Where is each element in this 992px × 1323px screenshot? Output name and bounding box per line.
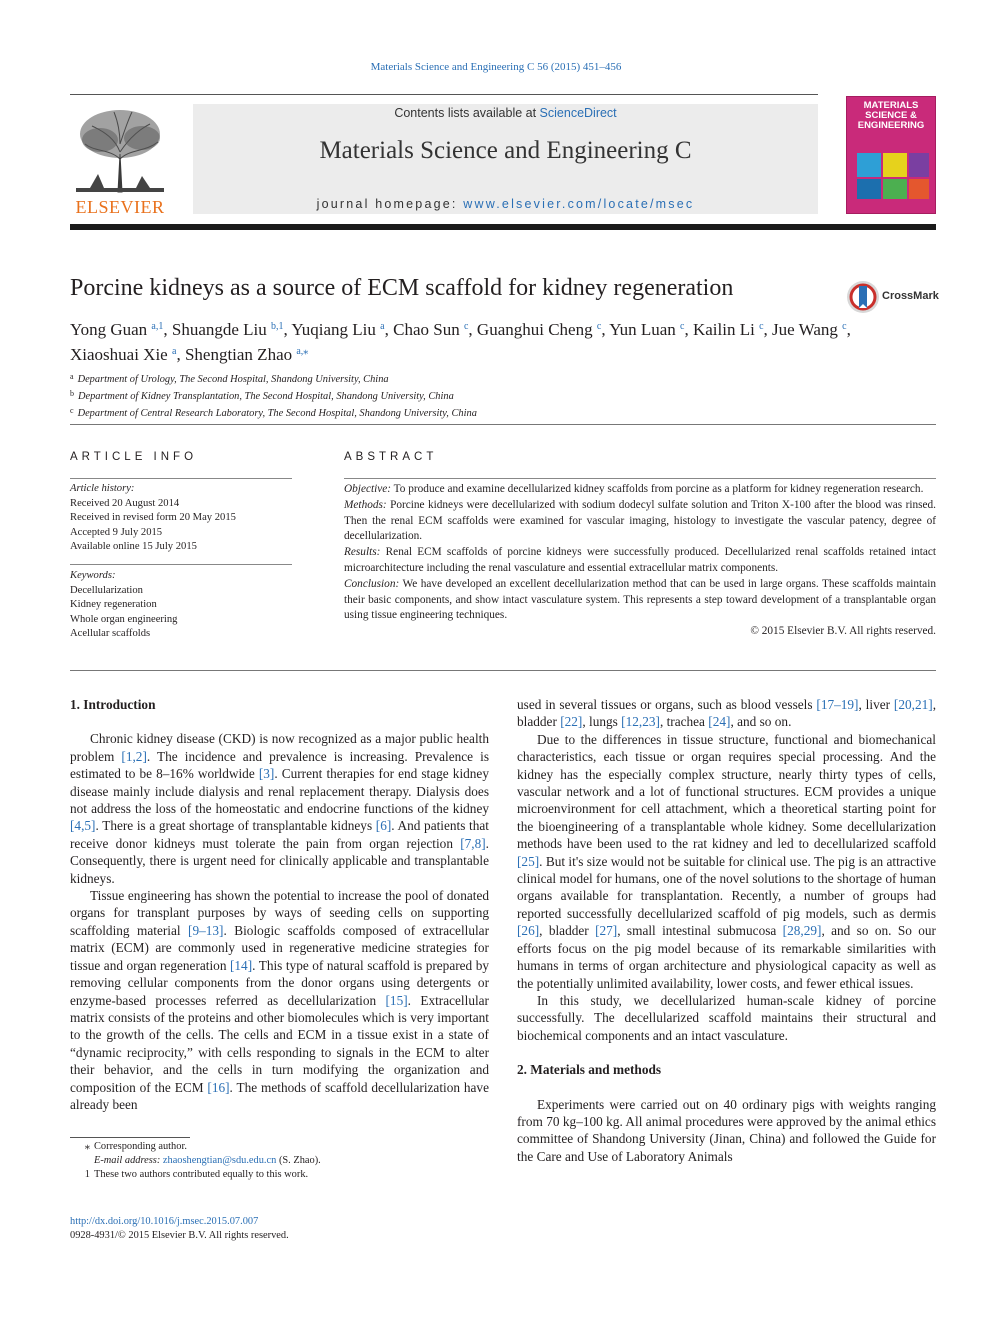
citation-link[interactable]: [9–13] [188,922,224,938]
abstract-rule [344,478,936,479]
author[interactable]: Chao Sun $^c$ [393,320,469,339]
author[interactable]: Guanghui Cheng $^c$ [476,320,602,339]
publisher-name: ELSEVIER [75,197,165,217]
cover-image-tile [909,179,929,199]
right-column [517,696,936,1165]
history-item: Accepted 9 July 2015 [70,526,163,538]
cover-title-line-3: ENGINEERING [857,120,925,131]
right-paragraph-3: In this study, we decellularized human-scale kidney of porcine successfully. The decellularized scaffold maintains their structural and biochemical components and an intact vasculature. [517,992,936,1043]
author[interactable]: Shengtian Zhao $^{a,⁎}$ [184,345,309,364]
footnote-equal-contribution: 1 These two authors contributed equally to this work. [84,1169,309,1180]
issn-copyright: 0928-4931/© 2015 Elsevier B.V. All rights reserved. [70,1230,289,1241]
crossmark-label: CrossMark [882,290,939,302]
citation-link[interactable]: [20,21] [893,697,933,712]
cover-image-tile [883,179,907,199]
footnotes [70,1140,490,1182]
citation-link[interactable]: [4,5] [70,818,96,834]
abstract-methods: Methods: Porcine kidneys were decellularized with sodium dodecyl sulfate solution and Triton X-100 after the blood was rinsed. Then the renal ECM scaffolds were examined for vascular imaging, histology to investigate the vascular patency, degree of decellularization. [344,498,936,543]
doi-block [70,1215,289,1243]
abstract-objective: Objective: To produce and examine decellularized kidney scaffolds from porcine as a platform for kidney regeneration research. [344,483,924,495]
elsevier-tree-icon [70,104,170,196]
header-thick-rule [70,224,936,230]
history-item: Received 20 August 2014 [70,497,180,509]
cover-image-tile [883,153,907,177]
right-paragraph-2: Due to the differences in tissue structure, functional and biomechanical characteristics, each tissue or organ requires special processing. And the kidney has the especially complex structure, nearly thirty types of cells, vascular network and a lot of functional structures. ECM provides a unique microenvironment for cell attachment, which a theoretical starting point for the bioengineering of a transplantable whole kidney. Some decellularization methods have been used to the rat kidney and led to decellularized scaffold [25]. But it's size would not be suitable for clinical use. The pig is an attractive clinical model for humans, one of the novel solutions to the shortage of human organs available for transplantation. Recently, a number of groups had reported successfully decellularized scaffold of pig models, such as dermis [26], bladder [27], small intestinal submucosa [28,29], and so on. So our efforts focus on the pig model because of its remarkable similarities with humans in terms of organ architecture and physiological capacity as well as the potentially unlimited availability, lower costs, and fewer ethical issues. [517,731,936,991]
history-item: Available online 15 July 2015 [70,541,197,552]
abstract-results: Results: Renal ECM scaffolds of porcine kidneys were successfully produced. Decellularized renal scaffolds retained intact microarchitecture including the renal vasculature and essential extracellular matrix components. [344,546,936,574]
article-info-heading: ARTICLE INFO [70,451,198,463]
left-column [70,696,489,1113]
author[interactable]: Jue Wang $^c$ [772,320,847,339]
crossmark-icon [846,280,880,314]
intro-paragraph-2: Tissue engineering has shown the potential to increase the pool of donated organs for transplant purposes by ways of seeding cells on supporting scaffolding material [9–13]. Biologic scaffolds composed of extracellular matrix (ECM) are commonly used in regenerative medicine strategies for tissue and organ regeneration [14]. This type of natural scaffold is prepared by removing cellular components from the donor organs using detergents or enzyme-based processes referred as decellularization [15]. Extracellular matrix consists of the proteins and other biomolecules which is very important to the growth of the cells. The cells and ECM in a tissue exist in a state of “dynamic reciprocity,” with cells responding to signals in the ECM to alter their behavior, and the cells in turn modifying the organization and composition of the ECM [16]. The methods of scaffold decellularization have already been [70,888,489,1112]
affiliation: $^c$ Department of Central Research Laboratory, The Second Hospital, Shandong University, China [70,406,477,419]
citation-link[interactable]: [1,2] [121,748,147,764]
cover-image-tile [857,179,881,199]
crossmark-badge[interactable] [846,280,942,314]
citation-link[interactable]: [26] [517,923,540,939]
running-citation[interactable]: Materials Science and Engineering C 56 (2015) 451–456 [370,61,622,73]
author[interactable]: Shuangde Liu $^{b,1}$ [171,320,284,339]
citation-link[interactable]: [6] [375,818,392,834]
abstract-conclusion: Conclusion: We have developed an excellent decellularization method that can be used in large organs. These scaffolds maintain their basic components, and show intact vasculature system. This represents a step toward development of a transplantable organ using tissue engineering techniques. [344,577,936,622]
cover-title [847,101,935,131]
history-item: Received in revised form 20 May 2015 [70,512,236,523]
author[interactable]: Yun Luan $^c$ [609,320,685,339]
citation-link[interactable]: [25] [517,853,540,869]
doi-link[interactable]: http://dx.doi.org/10.1016/j.msec.2015.07.007 [70,1216,259,1227]
citation-link[interactable]: [27] [595,923,618,939]
header-rule [70,94,818,95]
abstract-body [344,482,936,640]
right-paragraph-1: used in several tissues or organs, such as blood vessels [17–19], liver [20,21], bladder [22], lungs [12,23], trachea [24], and so on. [517,697,937,730]
footnote-email: E-mail address: zhaoshengtian@sdu.edu.cn (S. Zhao). [94,1155,321,1166]
cover-image-tile [909,153,929,177]
citation-link[interactable]: [3] [258,766,275,782]
citation-link[interactable]: [17–19] [816,697,859,712]
abstract-copyright: © 2015 Elsevier B.V. All rights reserved. [750,625,936,638]
keyword: Acellular scaffolds [70,628,151,639]
keyword: Decellularization [70,584,143,596]
citation-link[interactable]: [24] [708,714,731,730]
author[interactable]: Kailin Li $^c$ [692,320,764,339]
methods-heading: 2. Materials and methods [517,1062,662,1078]
citation-link[interactable]: [28,29] [782,923,822,939]
article-title: Porcine kidneys as a source of ECM scaffold for kidney regeneration [70,275,734,301]
affiliation: $^b$ Department of Kidney Transplantation, The Second Hospital, Shandong University, China [70,389,454,402]
cover-image-tile [857,153,881,177]
journal-title: Materials Science and Engineering C [319,137,692,164]
sciencedirect-link[interactable]: ScienceDirect [539,106,617,120]
article-history [70,482,292,555]
keywords-label: Keywords: [70,570,116,581]
journal-banner [193,104,818,214]
article-info-rule [70,478,292,479]
history-label: Article history: [70,483,135,494]
citation-link[interactable]: [12,23] [621,714,660,730]
contents-line [193,106,818,120]
footnote-rule [70,1137,190,1138]
section-rule [70,424,936,425]
affiliations [70,370,770,421]
author-list: Yong Guan $^{a,1}$, Shuangde Liu $^{b,1}$, Yuqiang Liu $^a$, Chao Sun $^c$, Guanghui Cheng $^c$, Yun Luan $^c$, Kailin Li $^c$, Jue Wang $^c$, Xiaoshuai Xie $^a$, Shengtian Zhao $^{a,⁎}$ [70,320,851,364]
citation-link[interactable]: [7,8] [460,835,486,851]
author[interactable]: Xiaoshuai Xie $^a$ [70,345,177,364]
elsevier-logo[interactable] [70,104,170,216]
cover-title-line-2: SCIENCE & [865,110,917,121]
intro-paragraph-1: Chronic kidney disease (CKD) is now recognized as a major public health problem [1,2]. The incidence and prevalence is increasing. Prevalence is estimated to be 8–16% worldwide [3]. Current therapies for end stage kidney disease mainly include dialysis and renal replacement therapy. Dialysis does not address the loss of the homeostatic and endocrine functions of the kidney [4,5]. There is a great shortage of transplantable kidneys [6]. And patients that receive donor kidneys must tolerate the pain from organ rejection [7,8]. Consequently, there is urgent need for clinically applicable and transplantable kidneys. [70,731,489,886]
affiliation: $^a$ Department of Urology, The Second Hospital, Shandong University, China [70,372,389,385]
contents-prefix: Contents lists available at [394,106,540,120]
citation-link[interactable]: [16] [207,1079,230,1095]
keywords-rule [70,564,292,565]
keyword: Whole organ engineering [70,613,178,625]
journal-cover-thumbnail[interactable] [846,96,936,214]
body-rule [70,670,936,671]
citation-link[interactable]: [14] [229,957,253,973]
keywords [70,569,292,642]
homepage-url-link[interactable]: www.elsevier.com/locate/msec [463,197,695,211]
author[interactable]: Yong Guan $^{a,1}$ [70,320,164,339]
cover-title-line-1: MATERIALS [863,100,919,111]
citation-link[interactable]: [22] [560,714,583,730]
homepage-prefix: journal homepage: [316,197,464,211]
abstract-heading: ABSTRACT [344,451,438,463]
journal-homepage [193,197,818,211]
footnote-corresponding: ⁎ Corresponding author. [84,1141,187,1152]
intro-heading: 1. Introduction [70,697,156,712]
email-link[interactable]: zhaoshengtian@sdu.edu.cn [162,1155,277,1166]
citation-link[interactable]: [15] [385,992,408,1008]
author[interactable]: Yuqiang Liu $^a$ [291,320,385,339]
keyword: Kidney regeneration [70,599,157,610]
methods-paragraph-1: Experiments were carried out on 40 ordinary pigs with weights ranging from 70 kg–100 kg. All animal procedures were approved by the animal ethics committee of Shandong University (Jinan, China) and followed the Guide for the Care and Use of Laboratory Animals [517,1096,936,1164]
